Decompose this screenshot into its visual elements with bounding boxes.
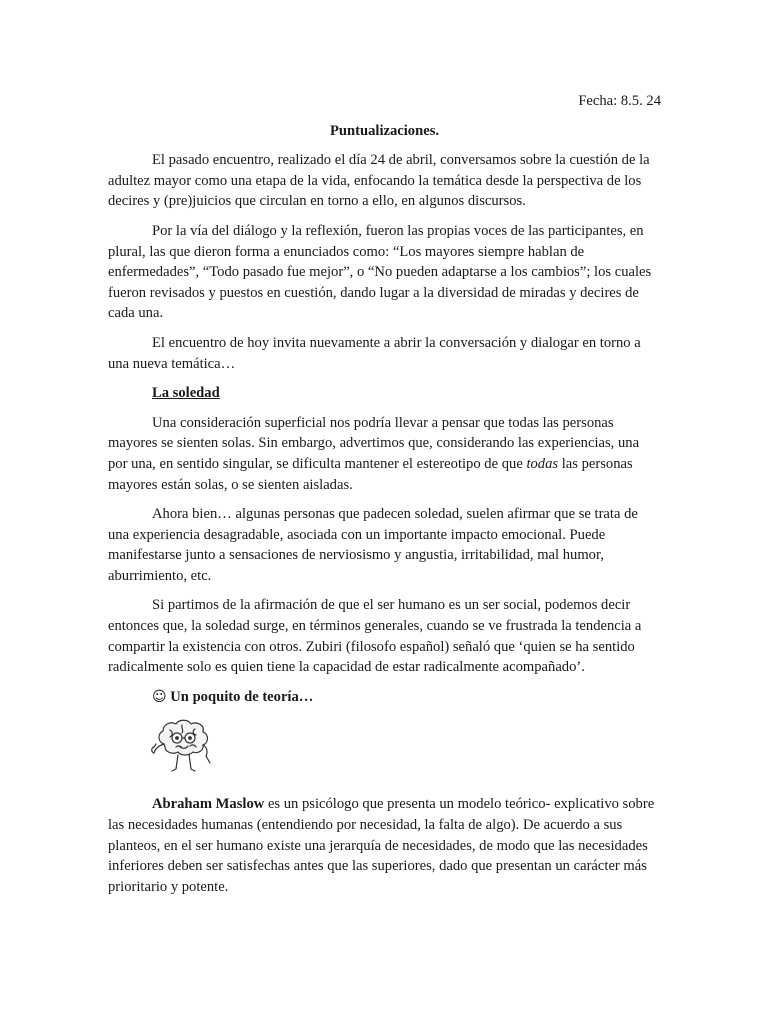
brain-with-glasses-illustration <box>148 716 214 780</box>
paragraph-emotional: Ahora bien… algunas personas que padecen soledad, suelen afirmar que se trata de una experiencia desagradable, asociada con un importante impacto emocional. Puede manifestarse junto a sensaciones de nerviosismo y angustia, irritabilidad, mal humor, aburrimiento, etc. <box>108 506 638 584</box>
emphasis-todas: todas <box>526 455 559 472</box>
document-body <box>108 91 661 897</box>
document-title: Puntualizaciones. <box>329 122 440 139</box>
paragraph-today: El encuentro de hoy invita nuevamente a abrir la conversación y dialogar en torno a una nueva temática… <box>108 334 641 372</box>
paragraph-superficial <box>108 413 661 495</box>
section-heading-teoria-text: Un poquito de teoría… <box>170 688 314 705</box>
date-line: Fecha: 8.5. 24 <box>578 93 661 109</box>
section-heading-soledad <box>152 383 661 404</box>
smiley-icon: ☺ <box>152 688 167 705</box>
section-heading-teoria <box>152 687 661 708</box>
paragraph-zubiri: Si partimos de la afirmación de que el ser humano es un ser social, podemos decir entonces que, la soledad surge, en términos generales, cuando se ve frustrada la tendencia a compartir la existencia con otros. Zubiri (filosofo español) señaló que ‘quien se ha sentido radicalmente solo es quien tiene la capacidad de estar radicalmente acompañado’. <box>108 597 642 676</box>
paragraph-superficial-end: las personas mayores están solas, o se sienten aisladas. <box>108 455 633 493</box>
maslow-name: Abraham Maslow <box>152 796 265 813</box>
paragraph-superficial-start: Una consideración superficial nos podría llevar a pensar que todas las personas mayores se sienten solas. Sin embargo, advertimos que, considerando las experiencias, una por una, en sentido singular, se dificulta mantener el estereotipo de que <box>108 414 640 472</box>
paragraph-dialogue: Por la vía del diálogo y la reflexión, fueron las propias voces de las participantes, en plural, las que dieron forma a enunciados como: “Los mayores siempre hablan de enfermedades”, “Todo pasado fue mejor”, o “No pueden adaptarse a los cambios”; los cuales fueron revisados y puestos en cuestión, dando lugar a la diversidad de miradas y decires de cada una. <box>108 222 652 322</box>
paragraph-maslow <box>108 794 661 897</box>
paragraph-intro: El pasado encuentro, realizado el día 24 de abril, conversamos sobre la cuestión de la adultez mayor como una etapa de la vida, enfocando la temática desde la perspectiva de los decires y (pre)juicios que circulan en torno a ello, en algunos discursos. <box>108 152 650 210</box>
paragraph-maslow-text: es un psicólogo que presenta un modelo teórico- explicativo sobre las necesidades humanas (entendiendo por necesidad, la falta de algo). De acuerdo a sus planteos, en el ser humano existe una jerarquía de necesidades, de modo que las necesidades inferiores deben ser satisfechas antes que las superiores, dado que presentan un carácter más prioritario y potente. <box>108 796 655 895</box>
section-heading-soledad-text: La soledad <box>152 385 220 402</box>
